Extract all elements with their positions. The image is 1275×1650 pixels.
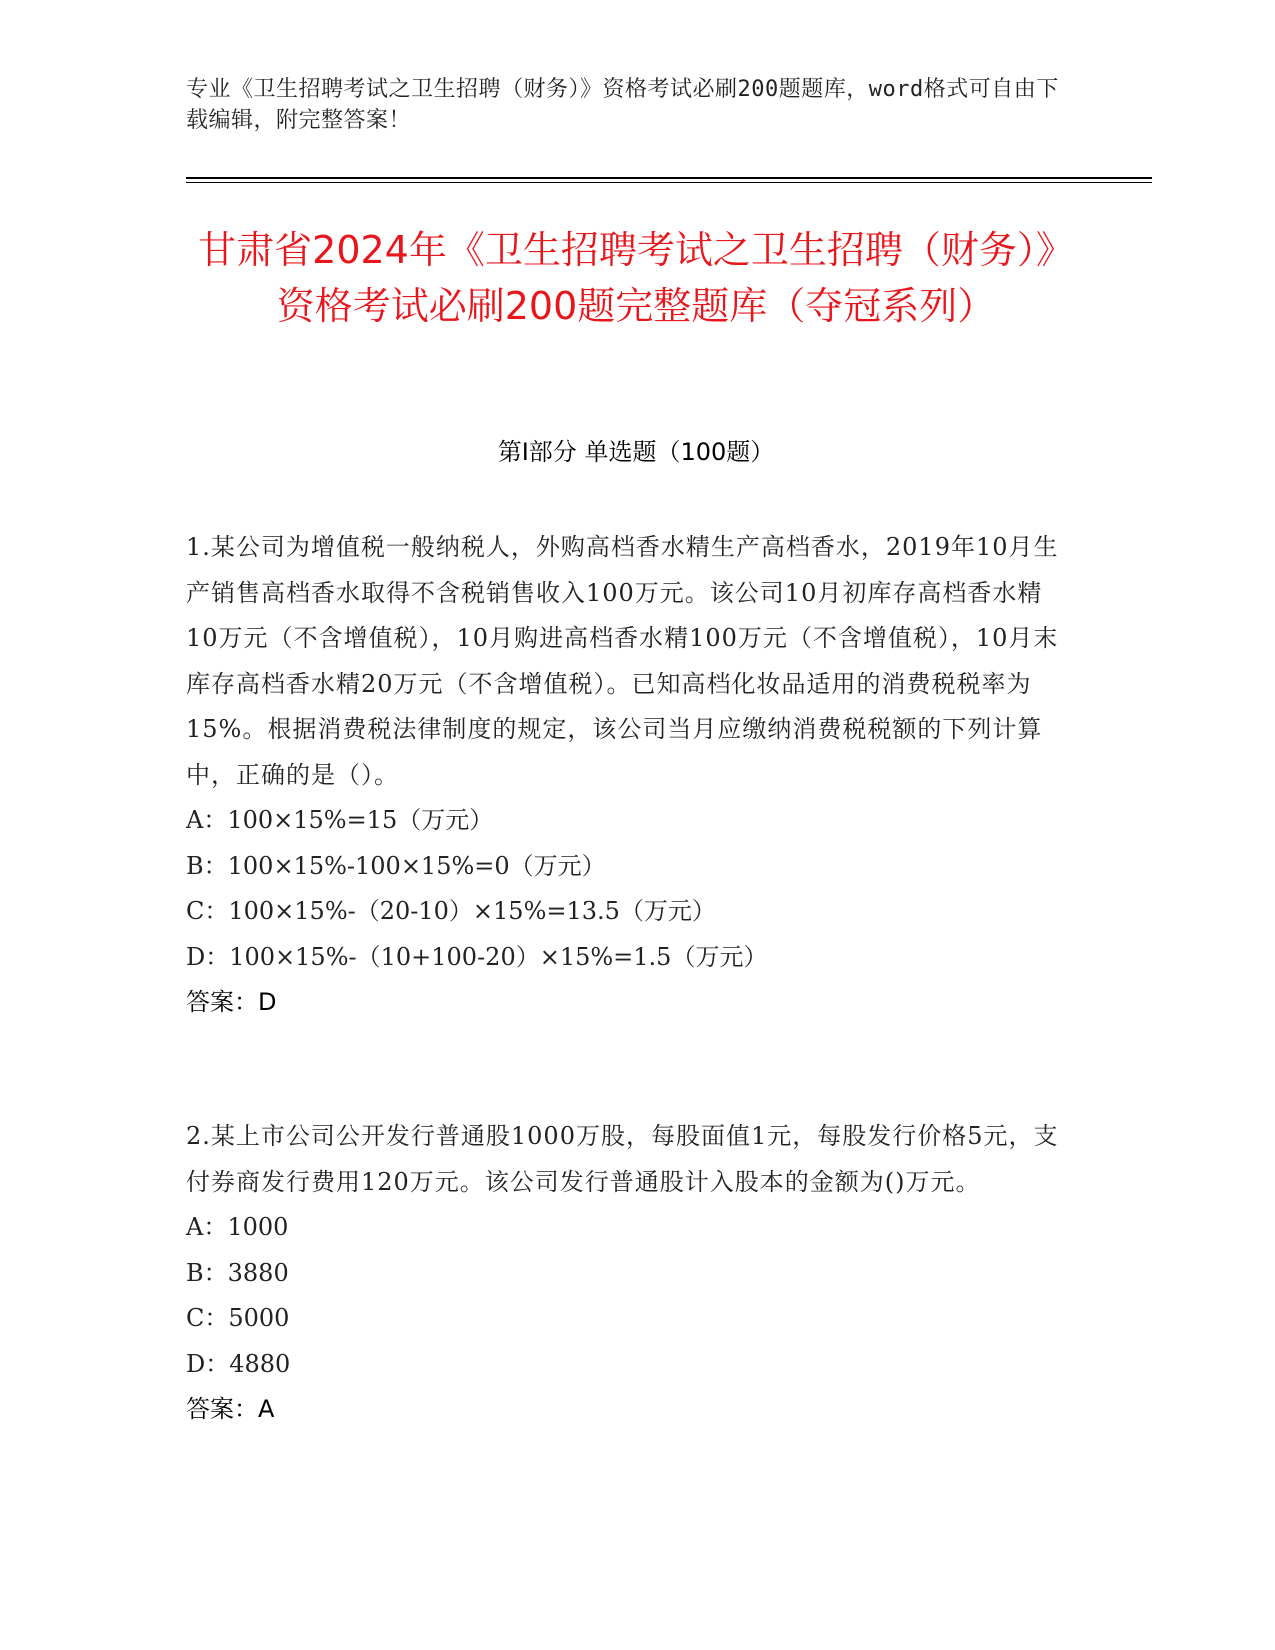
option-b: B：100×15%-100×15%=0（万元）: [186, 851, 606, 880]
option-c: C：100×15%-（20-10）×15%=13.5（万元）: [186, 897, 716, 925]
header-divider-thin: [186, 182, 1152, 183]
question-stem: 1.某公司为增值税一般纳税人，外购高档香水精生产高档香水，2019年10月生产销售高档香水取得不含税销售收入100万元。该公司10月初库存高档香水精10万元（不含增值税），10月购进高档香水精100万元（不含增值税），10月末库存高档香水精20万元（不含增值税）。已知高档化妆品适用的消费税税率为15%。根据消费税法律制度的规定，该公司当月应缴纳消费税税额的下列计算中，正确的是（）。: [186, 533, 1059, 789]
question-stem: 2.某上市公司公开发行普通股1000万股，每股面值1元，每股发行价格5元，支付券商发行费用120万元。该公司发行普通股计入股本的金额为()万元。: [186, 1122, 1059, 1196]
header-note: 专业《卫生招聘考试之卫生招聘（财务）》资格考试必刷200题题库，word格式可自由下载编辑，附完整答案！: [186, 77, 1059, 133]
answer: 答案：D: [186, 988, 277, 1016]
option-b: B：3880: [186, 1258, 289, 1287]
header-divider-thick: [186, 177, 1152, 179]
option-d: D：100×15%-（10+100-20）×15%=1.5（万元）: [186, 942, 768, 971]
option-a: A：100×15%=15（万元）: [186, 806, 494, 834]
option-c: C：5000: [186, 1304, 290, 1332]
document-title: 甘肃省2024年《卫生招聘考试之卫生招聘（财务）》资格考试必刷200题完整题库（夺冠系列）: [198, 228, 1074, 328]
answer: 答案：A: [186, 1395, 275, 1423]
section-title: 第I部分 单选题（100题）: [497, 438, 775, 466]
question-1: [186, 525, 1066, 1026]
question-2: [186, 1114, 1066, 1433]
option-a: A：1000: [186, 1213, 289, 1241]
option-d: D：4880: [186, 1349, 291, 1378]
